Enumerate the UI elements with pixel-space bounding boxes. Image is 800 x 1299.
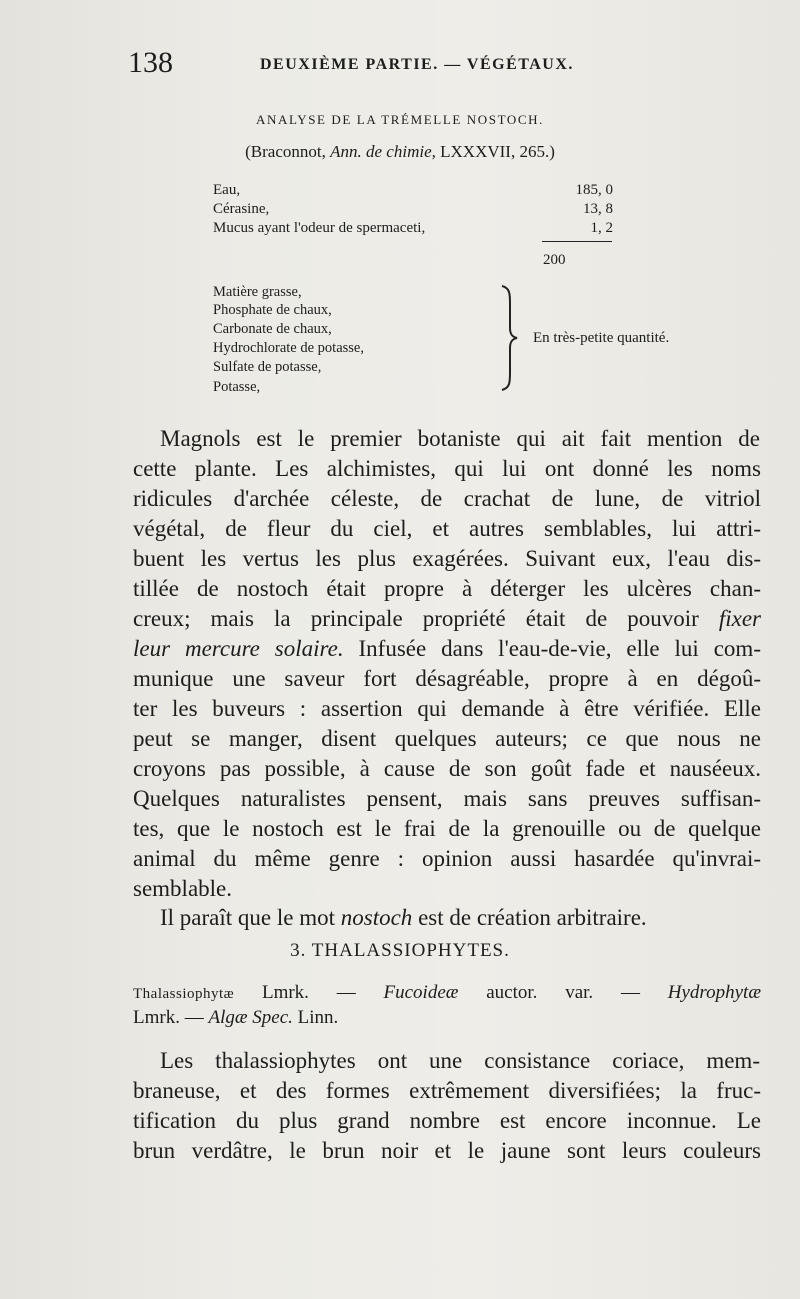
text-line: peut se manger, disent quelques auteurs; ce que nous ne xyxy=(133,726,761,751)
text-line: Quelques naturalistes pensent, mais sans preuves suffisan- xyxy=(133,786,761,811)
trace-note: En très-petite quantité. xyxy=(533,330,670,346)
trace-item: Sulfate de potasse, xyxy=(213,359,322,375)
text-line: brun verdâtre, le brun noir et le jaune sont leurs couleurs xyxy=(133,1138,761,1163)
trace-item: Potasse, xyxy=(213,379,261,395)
text-line: ter les buveurs : assertion qui demande à être vérifiée. Elle xyxy=(133,696,761,721)
text-line: ridicules d'archée céleste, de crachat de lune, de vitriol xyxy=(133,486,761,511)
text-line: végétal, de fleur du ciel, et autres semblables, lui attri- xyxy=(133,516,761,541)
composition-total: 200 xyxy=(543,252,566,268)
text-line: animal du même genre : opinion aussi hasardée qu'invrai- xyxy=(133,846,761,871)
italic-phrase: fixer xyxy=(718,606,761,631)
text-line: braneuse, et des formes extrêmement diversifiées; la fruc- xyxy=(133,1078,761,1103)
text-line: tes, que le nostoch est le frai de la grenouille ou de quelque xyxy=(133,816,761,841)
sum-rule xyxy=(542,241,612,242)
trace-item: Hydrochlorate de potasse, xyxy=(213,340,364,356)
page-header xyxy=(128,46,748,82)
text-line: semblable. xyxy=(133,876,232,901)
running-head: DEUXIÈME PARTIE. — VÉGÉTAUX. xyxy=(260,56,574,73)
text-line: Les thalassiophytes ont une consistance coriace, mem- xyxy=(160,1048,760,1073)
component-name: Cérasine, xyxy=(213,201,270,217)
text-line: Magnols est le premier botaniste qui ait fait mention de xyxy=(160,426,760,451)
text-line: creux; mais la principale propriété était de pouvoir fixer xyxy=(133,606,761,631)
trace-item: Phosphate de chaux, xyxy=(213,302,332,318)
analysis-title: ANALYSE DE LA TRÉMELLE NOSTOCH. xyxy=(256,112,544,127)
component-name: Mucus ayant l'odeur de spermaceti, xyxy=(213,220,426,236)
curly-brace-icon xyxy=(498,284,518,392)
analysis-source: (Braconnot, Ann. de chimie, LXXXVII, 265.) xyxy=(245,142,555,161)
text-line: tification du plus grand nombre est encore inconnue. Le xyxy=(133,1108,761,1133)
text-line: buent les vertus les plus exagérées. Suivant eux, l'eau dis- xyxy=(133,546,761,571)
section-heading: 3. THALASSIOPHYTES. xyxy=(290,940,510,961)
component-value: 185, 0 xyxy=(575,182,613,198)
trace-item: Matière grasse, xyxy=(213,284,302,300)
italic-word: nostoch xyxy=(340,905,413,930)
small-caps-name: Thalassiophytæ xyxy=(133,986,235,1002)
component-value: 1, 2 xyxy=(590,220,613,236)
text-line: munique une saveur fort désagréable, propre à en dégoû- xyxy=(133,666,761,691)
text-line: croyons pas possible, à cause de son goût fade et nauséeux. xyxy=(133,756,761,781)
synonymy-line: Lmrk. — Algæ Spec. Linn. xyxy=(133,1007,339,1028)
text-line: Il paraît que le mot nostoch est de création arbitraire. xyxy=(160,905,647,930)
text-line: cette plante. Les alchimistes, qui lui ont donné les noms xyxy=(133,456,761,481)
synonymy-line: Thalassiophytæ Lmrk. — Fucoideæ auctor. var. — Hydrophytæ xyxy=(133,982,761,1003)
component-value: 13, 8 xyxy=(583,201,613,217)
component-name: Eau, xyxy=(213,182,241,198)
text-line: tillée de nostoch était propre à déterger les ulcères chan- xyxy=(133,576,761,601)
text-line: leur mercure solaire. Infusée dans l'eau-de-vie, elle lui com- xyxy=(133,636,761,661)
composition-row xyxy=(213,220,613,242)
italic-phrase: leur mercure solaire. xyxy=(133,636,344,661)
trace-item: Carbonate de chaux, xyxy=(213,321,332,337)
journal-name: Ann. de chimie, xyxy=(330,142,436,161)
page-number: 138 xyxy=(128,46,173,79)
